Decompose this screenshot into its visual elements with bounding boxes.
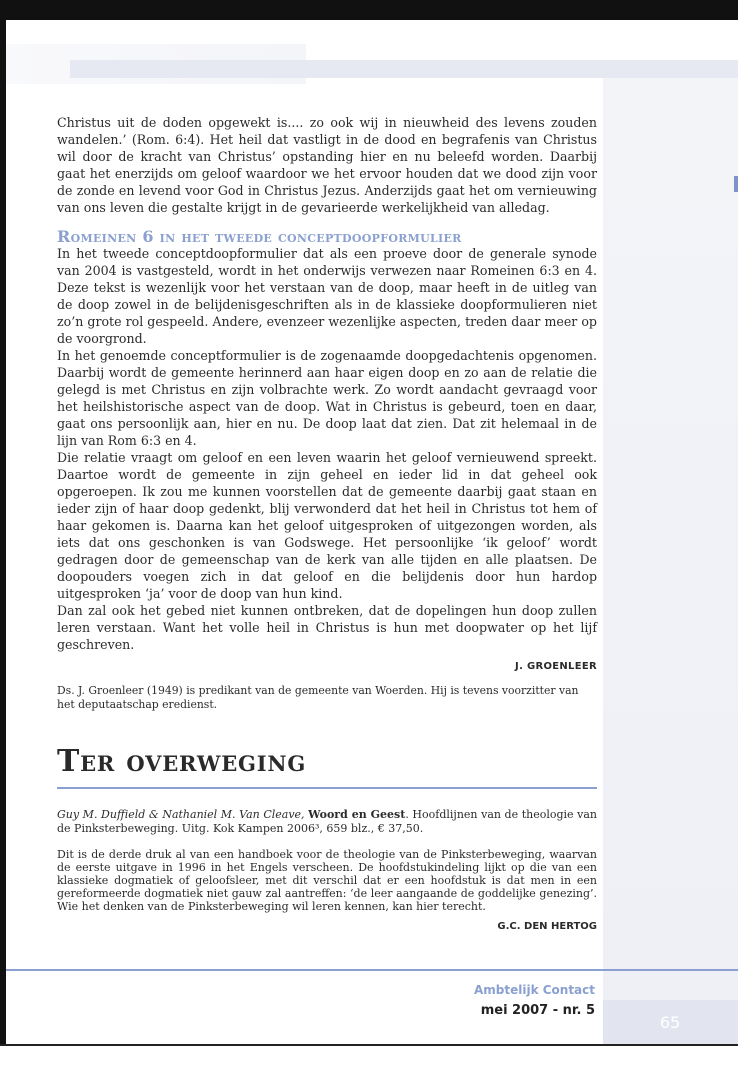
article-paragraph-2: In het genoemde conceptformulier is de zogenaamde doopgedachtenis opgenomen. Daarbij wordt de gemeente herinnerd aan haar eigen doop en zo aan de relatie die gelegd is met Christus en zijn volbrachte werk. Zo wordt aandacht gevraagd voor het heilshistorische aspect van de doop. Wat in Christus is gebeurd, toen en daar, gaat ons persoonlijk aan, hier en nu. De doop laat dat zien. Dat zit helemaal in de lijn van Rom 6:3 en 4. (57, 348, 597, 448)
scan-bottom-margin (0, 1046, 738, 1068)
review-signature: G.C. DEN HERTOG (497, 921, 597, 932)
book-title: Woord en Geest (308, 808, 406, 821)
article-signature: J. GROENLEER (515, 661, 597, 672)
book-details: . Hoofdlijnen van de theologie van de Pinksterbeweging. Uitg. Kok Kampen 2006³, 659 blz., € 37,50. (57, 808, 598, 835)
review-body: Dit is de derde druk al van een handboek voor de theologie van de Pinksterbeweging, waarvan de eerste uitgave in 1996 in het Engels verscheen. De hoofdstukindeling lijkt op die van een klassieke dogmatiek of geloofsleer, met dit verschil dat er een hoofdstuk is dat men in een gereformeerde dogmatiek niet gauw zal aantreffen: ‘de leer aangaande de goddelijke genezing’. Wie het denken van de Pinksterbeweging wil leren kennen, kan hier terecht. (57, 848, 597, 913)
journal-name: Ambtelijk Contact (473, 983, 595, 997)
scan-left-border (0, 20, 6, 1048)
author-bio: Ds. J. Groenleer (1949) is predikant van de gemeente van Woerden. Hij is tevens voorzitter van het deputaatschap eredienst. (57, 684, 579, 711)
scan-top-border (0, 0, 738, 20)
section-title: Ter overweging (57, 744, 307, 779)
article-intro: Christus uit de doden opgewekt is.... zo ook wij in nieuwheid des levens zouden wandelen.’ (Rom. 6:4). Het heil dat vastligt in de dood en begrafenis van Christus wil door de kracht van Christus’ opstanding hier en nu beleefd worden. Daarbij gaat het enerzijds om geloof waardoor we het ervoor houden dat we dood zijn voor de zonde en levend voor God in Christus Jezus. Anderzijds gaat het om vernieuwing van ons leven die gestalte krijgt in de gevarieerde werkelijkheid van alledag. (57, 115, 597, 215)
side-marker (734, 176, 738, 192)
side-column (603, 78, 738, 1033)
section-title-rule (57, 787, 597, 789)
article-heading: Romeinen 6 in het tweede conceptdoopformulier (57, 227, 462, 246)
article-paragraph-3: Die relatie vraagt om geloof en een leven waarin het geloof vernieuwend spreekt. Daartoe wordt de gemeente in zijn geheel en ieder lid in dat geheel ook opgeroepen. Ik zou me kunnen voorstellen dat de gemeente daarbij gaat staan en ieder zijn of haar doop gedenkt, blij verwonderd dat het heil in Christus tot hem of haar gekomen is. Daarna kan het geloof uitgesproken of uitgezongen worden, als iets dat ons geschonken is van Godswege. Het persoonlijke ‘ik geloof’ wordt gedragen door de gemeenschap van de kerk van alle tijden en alle plaatsen. De doopouders voegen zich in dat geloof en die belijdenis door hun hardop uitgesproken ‘ja’ voor de doop van hun kind. (57, 450, 597, 601)
book-reference (57, 808, 597, 836)
footer-rule (6, 969, 738, 971)
book-authors: Guy M. Duffield & Nathaniel M. Van Cleave, (57, 808, 305, 821)
article-paragraph-1: In het tweede conceptdoopformulier dat als een proeve door de generale synode van 2004 is vastgesteld, wordt in het onderwijs verwezen naar Romeinen 6:3 en 4. Deze tekst is wezenlijk voor het verstaan van de doop, maar heeft in de uitleg van de doop zowel in de belijdenisgeschriften als in de klassieke doopformulieren niet zo’n grote rol gespeeld. Andere, evenzeer wezenlijke aspecten, treden daar meer op de voorgrond. (57, 246, 597, 346)
header-band (70, 60, 738, 78)
article-body (57, 114, 597, 712)
book-review (57, 808, 597, 932)
page-number: 65 (659, 1013, 681, 1032)
issue-label: mei 2007 - nr. 5 (480, 1003, 595, 1018)
article-paragraph-4: Dan zal ook het gebed niet kunnen ontbreken, dat de dopelingen hun doop zullen leren verstaan. Want het volle heil in Christus is hun met doopwater op het lijf geschreven. (57, 603, 597, 652)
